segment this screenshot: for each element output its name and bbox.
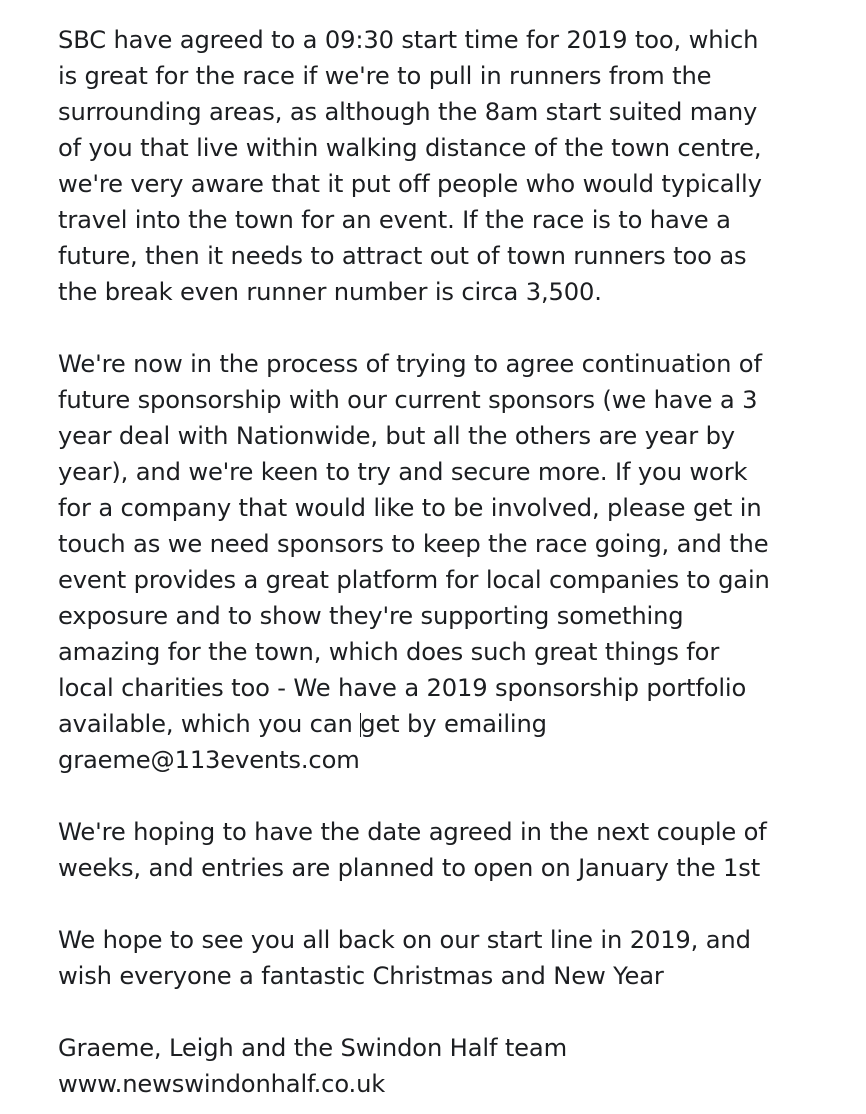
text-line: surrounding areas, as although the 8am start suited many <box>58 98 758 126</box>
text-line: We're now in the process of trying to agree continuation of <box>58 350 762 378</box>
text-line: travel into the town for an event. If the race is to have a <box>58 206 731 234</box>
email-address: graeme@113events.com <box>58 746 360 774</box>
text-line: year), and we're keen to try and secure more. If you work <box>58 458 748 486</box>
signature-line: Graeme, Leigh and the Swindon Half team <box>58 1034 567 1062</box>
text-line: local charities too - We have a 2019 sponsorship portfolio <box>58 674 747 702</box>
paragraph-sponsorship <box>58 346 858 778</box>
text-before-caret: available, which you can <box>58 710 361 738</box>
text-after-caret: get by emailing <box>360 710 547 738</box>
text-line: exposure and to show they're supporting something <box>58 602 684 630</box>
text-line: amazing for the town, which does such great things for <box>58 638 720 666</box>
text-line: event provides a great platform for local companies to gain <box>58 566 770 594</box>
paragraph-signature <box>58 1030 858 1102</box>
text-line: future, then it needs to attract out of town runners too as <box>58 242 747 270</box>
text-line: year deal with Nationwide, but all the others are year by <box>58 422 735 450</box>
text-line: we're very aware that it put off people who would typically <box>58 170 762 198</box>
text-line: wish everyone a fantastic Christmas and New Year <box>58 962 664 990</box>
text-line: We hope to see you all back on our start line in 2019, and <box>58 926 751 954</box>
paragraph-date-entries <box>58 814 858 886</box>
text-line: We're hoping to have the date agreed in the next couple of <box>58 818 767 846</box>
website-address: www.newswindonhalf.co.uk <box>58 1070 386 1098</box>
text-line: SBC have agreed to a 09:30 start time for 2019 too, which <box>58 26 759 54</box>
text-line-with-caret <box>58 706 858 742</box>
text-line: future sponsorship with our current sponsors (we have a 3 <box>58 386 758 414</box>
text-line: of you that live within walking distance of the town centre, <box>58 134 762 162</box>
paragraph-race-start-time <box>58 22 858 310</box>
text-line: weeks, and entries are planned to open on January the 1st <box>58 854 761 882</box>
text-line: touch as we need sponsors to keep the race going, and the <box>58 530 769 558</box>
text-line: for a company that would like to be involved, please get in <box>58 494 762 522</box>
paragraph-season-greeting <box>58 922 858 994</box>
text-line: the break even runner number is circa 3,500. <box>58 278 602 306</box>
post-body <box>58 22 858 1102</box>
text-line: is great for the race if we're to pull in runners from the <box>58 62 712 90</box>
